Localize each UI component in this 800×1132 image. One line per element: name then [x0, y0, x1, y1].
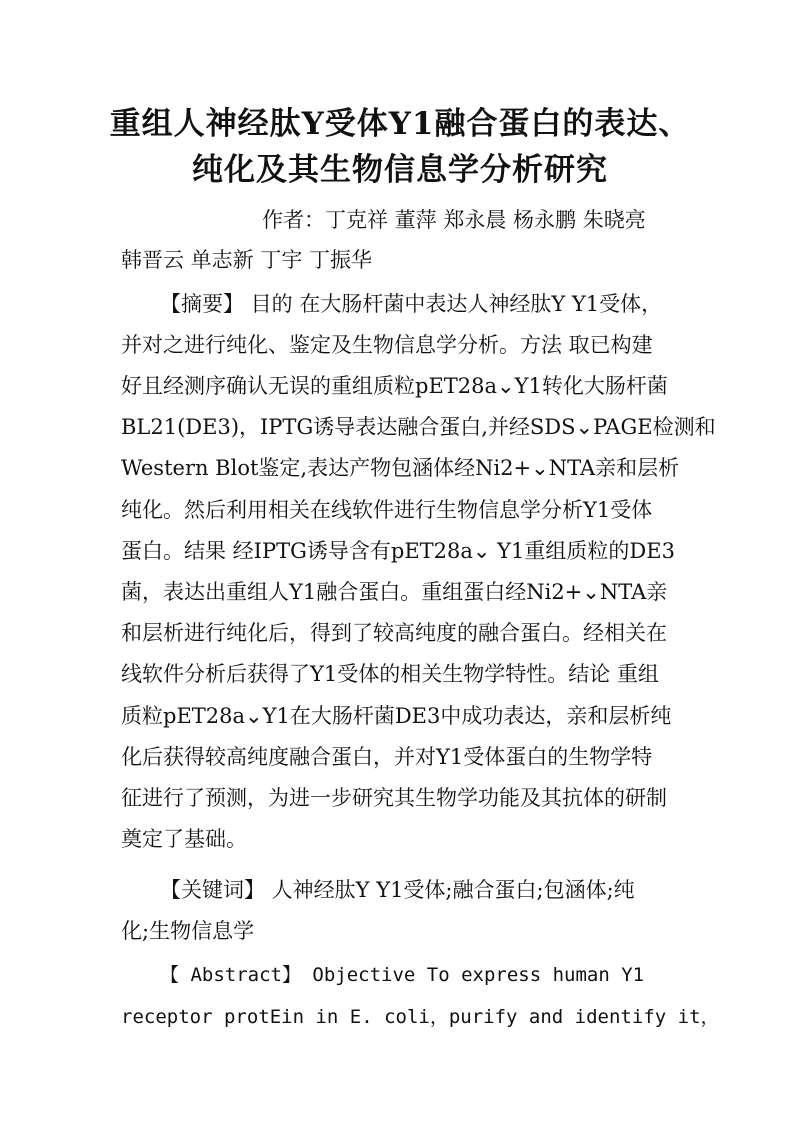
abstract-cn-line-8: 菌，表达出重组人Y1融合蛋白。重组蛋白经Ni2+⌄NTA亲	[121, 580, 668, 604]
keywords-line-1: 【关键词】 人神经肽Y Y1受体;融合蛋白;包涵体;纯	[160, 878, 635, 902]
abstract-cn-line-9: 和层析进行纯化后，得到了较高纯度的融合蛋白。经相关在	[121, 621, 667, 645]
keywords-line-2: 化;生物信息学	[121, 919, 255, 943]
abstract-cn-line-4: BL21(DE3)，IPTG诱导表达融合蛋白,并经SDS⌄PAGE检测和	[121, 415, 716, 439]
authors-line-1: 作者：丁克祥 董萍 郑永晨 杨永鹏 朱晓亮	[262, 208, 646, 232]
abstract-cn-line-12: 化后获得较高纯度融合蛋白，并对Y1受体蛋白的生物学特	[121, 745, 653, 769]
abstract-cn-line-6: 纯化。然后利用相关在线软件进行生物信息学分析Y1受体	[121, 498, 653, 522]
abstract-cn-line-10: 线软件分析后获得了Y1受体的相关生物学特性。结论 重组	[121, 662, 659, 686]
abstract-cn-line-3: 好且经测序确认无误的重组质粒pET28a⌄Y1转化大肠杆菌	[121, 374, 668, 398]
abstract-en-line-2: receptor protEin in E. coli，purify and identify it，	[121, 1006, 720, 1028]
abstract-cn-line-1: 【摘要】 目的 在大肠杆菌中表达人神经肽Y Y1受体，	[160, 292, 663, 316]
title-line-1: 重组人神经肽Y受体Y1融合蛋白的表达、	[109, 106, 691, 142]
abstract-cn-line-14: 奠定了基础。	[121, 827, 247, 851]
title-line-2: 纯化及其生物信息学分析研究	[192, 152, 608, 188]
authors-line-2: 韩晋云 单志新 丁宇 丁振华	[121, 248, 373, 272]
abstract-cn-line-13: 征进行了预测，为进一步研究其生物学功能及其抗体的研制	[121, 786, 667, 810]
abstract-cn-line-5: Western Blot鉴定,表达产物包涵体经Ni2+⌄NTA亲和层析	[121, 456, 680, 480]
abstract-cn-line-7: 蛋白。结果 经IPTG诱导含有pET28a⌄ Y1重组质粒的DE3	[121, 539, 675, 563]
abstract-cn-line-11: 质粒pET28a⌄Y1在大肠杆菌DE3中成功表达，亲和层析纯	[121, 704, 672, 728]
abstract-en-line-1: 【 Abstract】 Objective To express human Y1	[160, 964, 645, 986]
abstract-cn-line-2: 并对之进行纯化、鉴定及生物信息学分析。方法 取已构建	[121, 333, 653, 357]
